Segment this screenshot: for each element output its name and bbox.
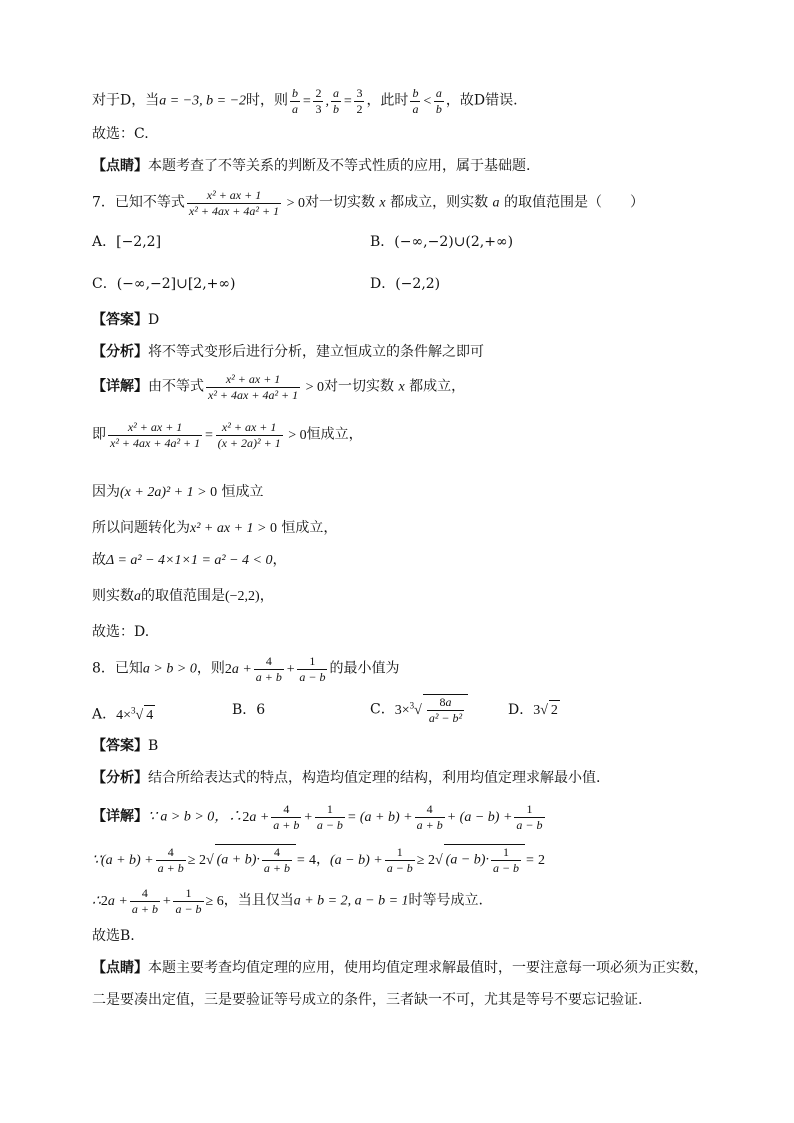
q8-comment-1: 【点睛】本题主要考查均值定理的应用，使用均值定理求解最值时，一要注意每一项必须为正实数， bbox=[92, 960, 708, 976]
q7-selection: 故选：D. bbox=[92, 624, 150, 640]
q7-analysis: 【分析】将不等式变形后进行分析，建立恒成立的条件解之即可 bbox=[92, 344, 484, 360]
q8-option-d: D．3√ 2 bbox=[508, 700, 560, 721]
q7-answer: 【答案】D bbox=[92, 312, 160, 328]
answer-selection-c: 故选：C. bbox=[92, 126, 149, 142]
q8-selection: 故选B. bbox=[92, 928, 135, 944]
q7-option-b: B．(−∞,−2)∪(2,+∞) bbox=[370, 234, 514, 250]
q8-detail-1: 【详解】∵ a > b > 0，∴2a + $\frac{4}{a + b}$ + $\frac{1}{a - b}$ = (a + b) + $\frac{4}{a + b}$ + (a − b) + $\frac{1}{a - b}$ bbox=[92, 802, 543, 832]
q8-analysis: 【分析】结合所给表达式的特点，构造均值定理的结构，利用均值定理求解最小值. bbox=[92, 770, 601, 786]
q8-answer: 【答案】B bbox=[92, 738, 159, 754]
q8-comment-2: 二是要凑出定值，三是要验证等号成立的条件，三者缺一不可，尤其是等号不要忘记验证. bbox=[92, 992, 643, 1008]
comment-line: 【点睛】本题考查了不等关系的判断及不等式性质的应用，属于基础题. bbox=[92, 158, 531, 174]
q7-option-d: D．(−2,2) bbox=[370, 276, 441, 292]
q8-detail-3: ∴2a + $\frac{4}{a + b}$ + $\frac{1}{a - b}$ ≥ 6，当且仅当a + b = 2, a − b = 1时等号成立. bbox=[92, 886, 483, 916]
q7-option-a: A．[−2,2] bbox=[92, 234, 162, 250]
line-option-d-analysis: 对于D，当a = −3, b = −2时，则 $\frac{b}{a}$ = $\frac{2}{3}$ , $\frac{a}{b}$ = $\frac{3}{2}$ ，此时 $\frac{b}{a}$ < $\frac{a}{b}$ ，故D错误. bbox=[92, 86, 518, 116]
q7-discriminant: 故Δ = a² − 4×1×1 = a² − 4 < 0， bbox=[92, 552, 287, 568]
q7-because: 因为(x + 2a)² + 1 > 0 恒成立 bbox=[92, 484, 264, 500]
q8-detail-2: ∵(a + b) + $\frac{4}{a + b}$ ≥ 2√ (a + b)· $\frac{4}{a + b}$ = 4，(a − b) + $\frac{1}{a - b}$ ≥ 2√ (a − b)· $\frac{1}{a - b}$ = 2 bbox=[92, 845, 546, 875]
q8-option-c: C．3×$^3$√ $\frac{8a}{\text{a² − b²}}$ bbox=[370, 694, 468, 726]
question-8: 8．已知a > b > 0，则2a + $\frac{4}{a + b}$ + $\frac{1}{a - b}$ 的最小值为 bbox=[92, 654, 400, 684]
q7-detail: 【详解】由不等式 $\frac{\text{x² + ax + 1}}{\text{x² + 4ax + 4a² + 1}}$ > 0对一切实数 x 都成立， bbox=[92, 372, 466, 402]
question-7: 7．已知不等式 $\frac{\text{x² + ax + 1}}{\text{x² + 4ax + 4a² + 1}}$ > 0对一切实数 x 都成立，则实数 a 的取值范围是（ ） bbox=[92, 188, 644, 218]
q8-option-a: A．4×$^3$√ 4 bbox=[92, 700, 155, 726]
q8-option-b: B．6 bbox=[232, 702, 266, 718]
q7-option-c: C．(−∞,−2]∪[2,+∞) bbox=[92, 276, 236, 292]
q7-equivalent: 即 $\frac{\text{x² + ax + 1}}{\text{x² + 4ax + 4a² + 1}}$ = $\frac{\text{x² + ax + 1}}{\text{(x + 2a)² + 1}}$ > 0恒成立， bbox=[92, 420, 363, 450]
q7-range: 则实数a的取值范围是(−2,2)， bbox=[92, 588, 274, 604]
q7-therefore: 所以问题转化为x² + ax + 1 > 0 恒成立， bbox=[92, 520, 338, 536]
